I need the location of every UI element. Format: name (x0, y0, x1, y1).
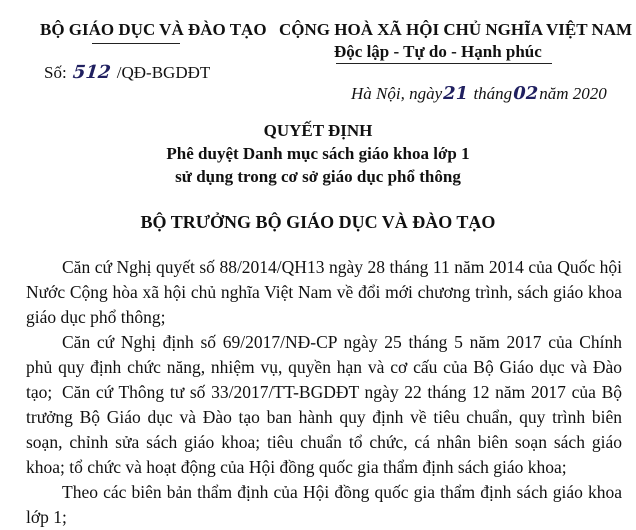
date-year: năm 2020 (539, 84, 607, 103)
agency-underline (92, 43, 180, 44)
decision-heading: QUYẾT ĐỊNH (263, 121, 373, 140)
document-number (44, 62, 210, 83)
motto-underline (336, 63, 552, 64)
issuing-agency: BỘ GIÁO DỤC VÀ ĐÀO TẠO (40, 20, 267, 39)
body-paragraph: Căn cứ Nghị quyết số 88/2014/QH13 ngày 28 tháng 11 năm 2014 của Quốc hội Nước Cộng hòa xã hội chủ nghĩa Việt Nam về đổi mới chương trình, sách giáo khoa giáo dục phổ thông; (26, 257, 622, 327)
date-month: 02 (513, 83, 539, 104)
national-title: CỘNG HOÀ XÃ HỘI CHỦ NGHĨA VIỆT NAM (279, 20, 633, 39)
decision-subject-line-2: sử dụng trong cơ sở giáo dục phổ thông (175, 167, 461, 186)
doc-number-handwritten: 512 (71, 62, 112, 83)
issuing-authority: BỘ TRƯỞNG BỘ GIÁO DỤC VÀ ĐÀO TẠO (140, 212, 496, 232)
decision-subject-line-1: Phê duyệt Danh mục sách giáo khoa lớp 1 (166, 144, 470, 163)
national-motto: Độc lập - Tự do - Hạnh phúc (334, 42, 542, 61)
date-day: 21 (443, 83, 469, 104)
body-paragraph: Căn cứ Nghị định số 69/2017/NĐ-CP ngày 25 tháng 5 năm 2017 của Chính phủ quy định chức năng, nhiệm vụ, quyền hạn và cơ cấu của Bộ Giáo dục và Đào tạo; (26, 332, 622, 402)
date-month-word: tháng (473, 84, 513, 103)
date-place: Hà Nội, ngày (351, 84, 443, 103)
doc-number-prefix: Số: (44, 63, 67, 82)
body-paragraph: Căn cứ Thông tư số 33/2017/TT-BGDĐT ngày 22 tháng 12 năm 2017 của Bộ trưởng Bộ Giáo dục và Đào tạo ban hành quy định về tiêu chuẩn, quy trình biên soạn, chỉnh sửa sách giáo khoa; tiêu chuẩn tổ chức, cá nhân biên soạn sách giáo khoa; tổ chức và hoạt động của Hội đồng quốc gia thẩm định sách giáo khoa; (26, 382, 622, 477)
body-paragraph: Theo các biên bản thẩm định của Hội đồng quốc gia thẩm định sách giáo khoa lớp 1; (26, 482, 622, 527)
date-line (351, 83, 607, 104)
doc-number-suffix: /QĐ-BGDĐT (116, 63, 211, 82)
